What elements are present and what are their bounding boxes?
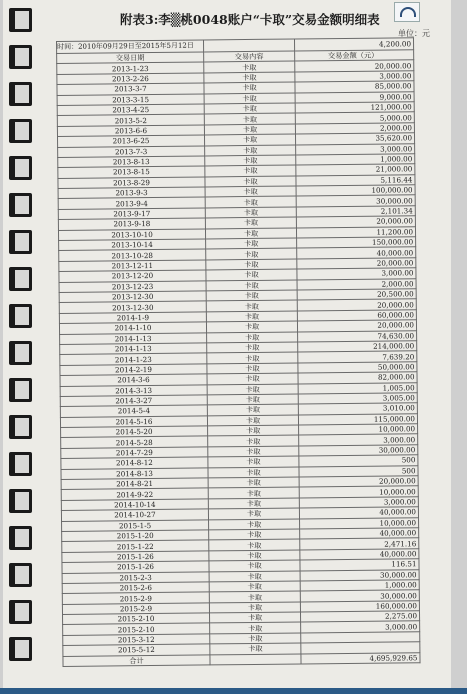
type-cell: 卡取 xyxy=(206,248,297,259)
type-cell: 卡取 xyxy=(209,550,300,561)
type-cell: 卡取 xyxy=(205,207,296,218)
binding-ring xyxy=(9,489,32,513)
spiral-binding xyxy=(9,0,31,688)
date-cell: 2014-3-27 xyxy=(60,395,207,407)
binding-ring xyxy=(9,600,32,624)
type-cell: 卡取 xyxy=(210,633,301,644)
amount-cell: 20,000.00 xyxy=(297,320,416,332)
type-cell: 卡取 xyxy=(207,332,298,343)
binding-ring xyxy=(9,156,32,180)
first-amount-cell: 4,200.00 xyxy=(294,38,413,51)
type-cell: 卡取 xyxy=(209,602,300,613)
type-cell: 卡取 xyxy=(208,435,299,446)
total-amount: 4,695,929.65 xyxy=(301,652,420,664)
amount-cell: 30,000.00 xyxy=(300,590,419,602)
date-cell: 2013-6-25 xyxy=(58,135,205,147)
date-cell: 2013-12-30 xyxy=(59,291,206,303)
amount-cell: 2,000.00 xyxy=(295,122,414,134)
date-cell: 2015-2-6 xyxy=(62,582,209,594)
type-cell: 卡取 xyxy=(207,373,298,384)
type-cell: 卡取 xyxy=(205,228,296,239)
amount-cell: 35,620.00 xyxy=(295,133,414,145)
amount-cell: 3,000.00 xyxy=(297,268,416,280)
date-cell: 2015-1-26 xyxy=(62,551,209,563)
type-cell: 卡取 xyxy=(208,446,299,457)
date-cell: 2013-1-23 xyxy=(57,62,204,74)
amount-cell: 116.51 xyxy=(300,559,419,571)
date-cell: 2014-1-9 xyxy=(59,312,206,324)
amount-cell: 3,000.00 xyxy=(299,497,418,509)
binding-ring xyxy=(9,193,32,217)
type-cell: 卡取 xyxy=(209,581,300,592)
amount-cell: 20,000.00 xyxy=(297,299,416,311)
binding-ring xyxy=(9,378,32,402)
amount-cell: 160,000.00 xyxy=(300,600,419,612)
date-cell: 2015-1-5 xyxy=(62,520,209,532)
type-cell: 卡取 xyxy=(208,425,299,436)
amount-cell: 2,471.16 xyxy=(300,538,419,550)
date-cell: 2013-6-6 xyxy=(57,125,204,137)
date-cell: 2014-1-10 xyxy=(59,322,206,334)
amount-cell: 20,000.00 xyxy=(295,60,414,72)
type-cell: 卡取 xyxy=(205,186,296,197)
page-title: 附表3:李▒桃0048账户“卡取”交易金额明细表 xyxy=(120,12,380,27)
type-cell: 卡取 xyxy=(204,113,295,124)
date-cell: 2013-8-13 xyxy=(58,156,205,168)
amount-cell: 3,000.00 xyxy=(296,143,415,155)
date-cell: 2013-9-17 xyxy=(58,208,205,220)
binding-ring xyxy=(9,8,32,32)
binding-ring xyxy=(9,304,32,328)
type-cell: 卡取 xyxy=(207,404,298,415)
date-cell: 2015-1-20 xyxy=(62,530,209,542)
date-cell: 2013-12-23 xyxy=(59,281,206,293)
amount-cell: 82,000.00 xyxy=(298,372,417,384)
date-cell: 2013-10-14 xyxy=(59,239,206,251)
amount-cell: 40,000.00 xyxy=(299,507,418,519)
total-label: 合计 xyxy=(63,655,210,667)
type-cell: 卡取 xyxy=(204,72,295,83)
column-header-type: 交易内容 xyxy=(204,51,295,62)
amount-cell: 5,000.00 xyxy=(295,112,414,124)
type-cell: 卡取 xyxy=(204,61,295,72)
type-cell: 卡取 xyxy=(209,612,300,623)
date-cell: 2014-8-21 xyxy=(61,478,208,490)
amount-cell: 20,500.00 xyxy=(297,289,416,301)
column-header-amount: 交易金额（元） xyxy=(295,50,414,62)
amount-cell: 30,000.00 xyxy=(300,569,419,581)
date-cell: 2015-2-9 xyxy=(62,603,209,615)
date-cell: 2014-5-4 xyxy=(60,405,207,417)
date-cell: 2015-2-10 xyxy=(63,613,210,625)
type-cell: 卡取 xyxy=(204,82,295,93)
date-cell: 2013-9-3 xyxy=(58,187,205,199)
date-cell: 2014-3-13 xyxy=(60,384,207,396)
date-cell: 2013-9-4 xyxy=(58,197,205,209)
type-cell: 卡取 xyxy=(206,269,297,280)
column-header-date: 交易日期 xyxy=(57,52,204,64)
amount-cell: 30,000.00 xyxy=(299,445,418,457)
type-cell: 卡取 xyxy=(208,498,299,509)
date-cell: 2015-2-3 xyxy=(62,571,209,583)
binding-ring xyxy=(9,82,32,106)
date-cell: 2014-8-13 xyxy=(61,468,208,480)
type-cell: 卡取 xyxy=(206,321,297,332)
type-cell: 卡取 xyxy=(205,196,296,207)
date-cell: 2014-9-22 xyxy=(61,488,208,500)
date-cell: 2013-12-11 xyxy=(59,260,206,272)
date-cell: 2013-10-28 xyxy=(59,249,206,261)
period-cell: 时间：2010年09月29日至2015年5月12日 xyxy=(57,40,204,54)
type-cell: 卡取 xyxy=(209,529,300,540)
binding-ring xyxy=(9,341,32,365)
type-cell: 卡取 xyxy=(209,560,300,571)
type-cell: 卡取 xyxy=(207,415,298,426)
type-cell: 卡取 xyxy=(207,342,298,353)
amount-cell: 40,000.00 xyxy=(300,528,419,540)
amount-cell: 60,000.00 xyxy=(297,310,416,322)
date-cell: 2015-2-10 xyxy=(63,623,210,635)
amount-cell: 10,000.00 xyxy=(300,517,419,529)
type-cell: 卡取 xyxy=(209,571,300,582)
type-cell: 卡取 xyxy=(206,259,297,270)
date-cell: 2013-8-29 xyxy=(58,177,205,189)
date-cell: 2013-10-10 xyxy=(58,229,205,241)
type-cell: 卡取 xyxy=(204,103,295,114)
date-cell: 2015-3-12 xyxy=(63,634,210,646)
date-cell: 2013-2-26 xyxy=(57,73,204,85)
binding-ring xyxy=(9,452,32,476)
date-cell: 2015-2-9 xyxy=(62,592,209,604)
type-cell: 卡取 xyxy=(206,238,297,249)
type-cell: 卡取 xyxy=(208,508,299,519)
binding-ring xyxy=(9,119,32,143)
amount-cell: 1,005.00 xyxy=(298,382,417,394)
amount-cell: 115,000.00 xyxy=(298,413,417,425)
amount-cell: 30,000.00 xyxy=(296,195,415,207)
amount-cell: 3,000.00 xyxy=(295,71,414,83)
date-cell: 2013-8-15 xyxy=(58,166,205,178)
binding-ring xyxy=(9,637,32,661)
date-cell: 2013-3-7 xyxy=(57,83,204,95)
type-cell: 卡取 xyxy=(204,134,295,145)
amount-cell: 121,000.00 xyxy=(295,102,414,114)
amount-cell: 214,000.00 xyxy=(298,341,417,353)
amount-cell: 5,116.44 xyxy=(296,174,415,186)
binding-ring xyxy=(9,230,32,254)
date-cell: 2014-1-23 xyxy=(60,353,207,365)
date-cell: 2013-12-30 xyxy=(59,301,206,313)
type-cell: 卡取 xyxy=(205,165,296,176)
amount-cell: 7,639.20 xyxy=(298,351,417,363)
date-cell: 2014-7-29 xyxy=(61,447,208,459)
transaction-table xyxy=(56,37,421,667)
amount-cell: 3,010.00 xyxy=(298,403,417,415)
date-cell: 2014-10-14 xyxy=(61,499,208,511)
date-cell: 2014-8-12 xyxy=(61,457,208,469)
binding-ring xyxy=(9,563,32,587)
type-cell: 卡取 xyxy=(206,300,297,311)
type-cell: 卡取 xyxy=(208,467,299,478)
date-cell: 2014-5-20 xyxy=(61,426,208,438)
date-cell: 2014-5-16 xyxy=(60,416,207,428)
type-cell: 卡取 xyxy=(208,477,299,488)
binding-ring xyxy=(9,267,32,291)
type-cell: 卡取 xyxy=(206,280,297,291)
amount-cell: 74,630.00 xyxy=(298,330,417,342)
type-cell: 卡取 xyxy=(209,591,300,602)
amount-cell: 9,000.00 xyxy=(295,91,414,103)
type-cell: 卡取 xyxy=(205,176,296,187)
amount-cell: 40,000.00 xyxy=(297,247,416,259)
date-cell: 2014-5-28 xyxy=(61,436,208,448)
amount-cell: 11,200.00 xyxy=(296,226,415,238)
amount-cell: 40,000.00 xyxy=(300,548,419,560)
amount-cell: 3,000.00 xyxy=(299,434,418,446)
type-cell: 卡取 xyxy=(207,363,298,374)
date-cell: 2015-5-12 xyxy=(63,644,210,656)
type-cell: 卡取 xyxy=(206,290,297,301)
binding-ring xyxy=(9,45,32,69)
amount-cell: 2,000.00 xyxy=(297,278,416,290)
amount-cell: 3,005.00 xyxy=(298,393,417,405)
date-cell: 2013-4-25 xyxy=(57,104,204,116)
amount-cell: 100,000.00 xyxy=(296,185,415,197)
date-cell: 2014-10-27 xyxy=(61,509,208,521)
type-cell: 卡取 xyxy=(206,311,297,322)
binding-ring xyxy=(9,526,32,550)
type-cell: 卡取 xyxy=(205,145,296,156)
amount-cell: 10,000.00 xyxy=(299,486,418,498)
date-cell: 2013-3-15 xyxy=(57,94,204,106)
amount-cell: 20,000.00 xyxy=(299,476,418,488)
date-cell: 2013-7-3 xyxy=(58,145,205,157)
bottom-bar xyxy=(0,688,467,694)
amount-cell: 2,275.00 xyxy=(300,611,419,623)
date-cell: 2013-9-18 xyxy=(58,218,205,230)
corner-app-icon[interactable] xyxy=(394,2,420,22)
type-cell: 卡取 xyxy=(205,217,296,228)
amount-cell: 1,000.00 xyxy=(296,154,415,166)
binding-ring xyxy=(9,415,32,439)
unit-label: 单位：元 xyxy=(398,29,430,38)
type-cell: 卡取 xyxy=(204,93,295,104)
date-cell: 2015-1-26 xyxy=(62,561,209,573)
type-cell: 卡取 xyxy=(207,394,298,405)
type-cell: 卡取 xyxy=(204,124,295,135)
date-cell: 2013-5-2 xyxy=(57,114,204,126)
amount-cell: 50,000.00 xyxy=(298,361,417,373)
date-cell: 2015-1-22 xyxy=(62,540,209,552)
date-cell: 2014-1-13 xyxy=(60,332,207,344)
type-cell: 卡取 xyxy=(210,643,301,654)
type-cell: 卡取 xyxy=(210,622,301,633)
amount-cell: 20,000.00 xyxy=(297,258,416,270)
amount-cell: 500 xyxy=(299,465,418,477)
amount-cell: 85,000.00 xyxy=(295,81,414,93)
type-cell: 卡取 xyxy=(209,519,300,530)
date-cell: 2014-1-13 xyxy=(60,343,207,355)
amount-cell: 500 xyxy=(299,455,418,467)
type-cell: 卡取 xyxy=(205,155,296,166)
date-cell: 2014-3-6 xyxy=(60,374,207,386)
type-cell: 卡取 xyxy=(208,456,299,467)
type-cell: 卡取 xyxy=(209,539,300,550)
amount-cell: 20,000.00 xyxy=(296,216,415,228)
amount-cell: 10,000.00 xyxy=(299,424,418,436)
type-cell: 卡取 xyxy=(207,352,298,363)
type-cell: 卡取 xyxy=(207,383,298,394)
type-cell: 卡取 xyxy=(208,487,299,498)
amount-cell: 1,000.00 xyxy=(300,580,419,592)
amount-cell: 150,000.00 xyxy=(297,237,416,249)
amount-cell: 2,101.34 xyxy=(296,206,415,218)
date-cell: 2013-12-20 xyxy=(59,270,206,282)
amount-cell: 21,000.00 xyxy=(296,164,415,176)
date-cell: 2014-2-19 xyxy=(60,364,207,376)
amount-cell: 3,000.00 xyxy=(301,621,420,633)
